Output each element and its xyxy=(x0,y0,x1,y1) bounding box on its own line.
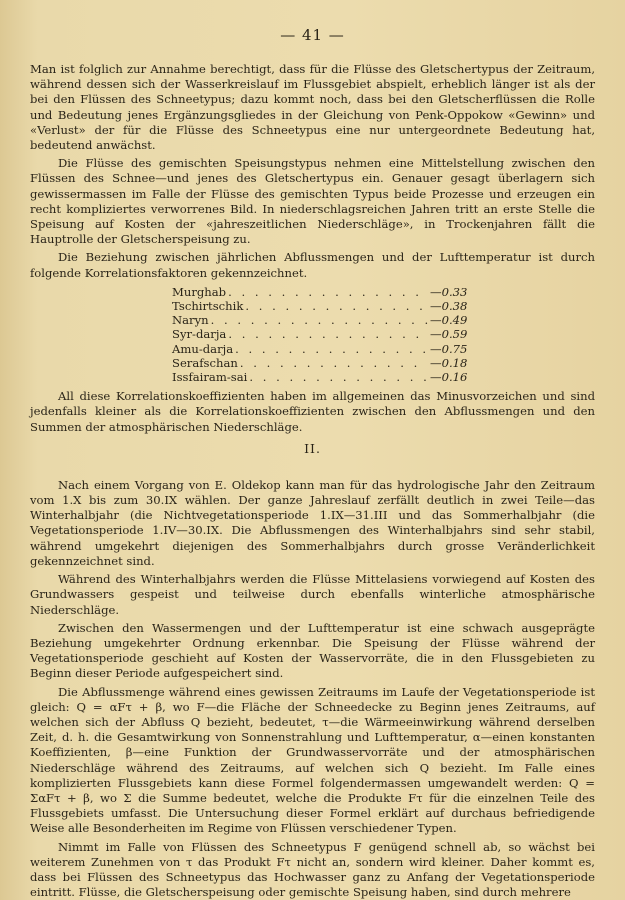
correlation-value: —0.38 xyxy=(430,299,468,314)
river-name: Syr-darja xyxy=(172,327,227,342)
paragraph: All diese Korrelationskoeffizienten haben im allgemeinen das Minusvorzeichen und sind jedenfalls kleiner als die Korrelationskoeffizienten zwischen den Abflussmengen und den Summen der atmosphärischen Niederschläge. xyxy=(30,389,595,434)
leader-dots xyxy=(228,327,428,341)
section-heading: II. xyxy=(304,440,321,456)
leader-dots xyxy=(228,285,428,299)
paragraph: Die Flüsse des gemischten Speisungstypus nehmen eine Mittelstellung zwischen den Flüssen des Schnee—und jenes des Gletschertypus ein. Genauer gesagt überlagern sich gewissermassen im Falle der Flüsse des gemischten Typus beide Prozesse und erzeugen ein recht kompliziertes verworrenes Bild. In niederschlagsreichen Jahren tritt an erste Stelle die Speisung auf Kosten der «jahreszeitlichen Niederschläge», in Trockenjahren fällt die Hauptrolle der Gletscherspeisung zu. xyxy=(30,156,595,247)
correlation-value: —0.16 xyxy=(430,370,468,385)
correlation-table xyxy=(172,285,472,384)
paragraph: Die Beziehung zwischen jährlichen Abflussmengen und der Lufttemperatur ist durch folgende Korrelationsfaktoren gekennzeichnet. xyxy=(30,250,595,280)
river-name: Serafschan xyxy=(172,355,238,370)
paragraph: Zwischen den Wassermengen und der Lufttemperatur ist eine schwach ausgeprägte Beziehung umgekehrter Ordnung erkennbar. Die Speisung der Flüsse während der Vegetationsperiode geschieht auf Kosten der Wasservorräte, die in den Flussgebieten zu Beginn dieser Periode aufgespeichert sind. xyxy=(30,620,595,681)
correlation-value: —0.33 xyxy=(430,284,468,299)
table-row xyxy=(172,299,472,313)
table-row xyxy=(172,356,472,370)
paragraph: Nach einem Vorgang von E. Oldekop kann man für das hydrologische Jahr den Zeitraum vom 1.X bis zum 30.IX wählen. Der ganze Jahreslauf zerfällt deutlich in zwei Teile—das Winterhalbjahr (die Nichtvegetationsperiode 1.IX—31.III und das Sommerhalbjahr (die Vegetationsperiode 1.IV—30.IX. Die Abflussmengen des Winterhalbjahrs sind sehr stabil, während umgekehrt diejenigen des Sommerhalbjahrs durch grosse Veränderlichkeit gekennzeichnet sind. xyxy=(30,477,595,568)
leader-dots xyxy=(249,370,428,384)
river-name: Issfairam-sai xyxy=(172,370,248,385)
table-row xyxy=(172,342,472,356)
correlation-value: —0.18 xyxy=(430,355,468,370)
page-number: — 41 — xyxy=(280,26,345,44)
paragraph: Während des Winterhalbjahrs werden die Flüsse Mittelasiens vorwiegend auf Kosten des Grundwassers gespeist und teilweise durch ebenfalls winterliche atmosphärische Niederschläge. xyxy=(30,572,595,617)
table-row xyxy=(172,327,472,341)
leader-dots xyxy=(211,313,428,327)
leader-dots xyxy=(245,299,428,313)
table-row xyxy=(172,285,472,299)
table-row xyxy=(172,370,472,384)
paragraph: Man ist folglich zur Annahme berechtigt, dass für die Flüsse des Gletschertypus der Zeitraum, während dessen sich der Wasserkreislauf im Flussgebiet abspielt, erheblich länger ist als der bei den Flüssen des Schneetypus; dazu kommt noch, dass bei den Gletscherflüssen die Rolle und Bedeutung jenes Ergänzungsgliedes in der Gleichung von Penk-Oppokow «Gewinn» und «Verlust» der für die Flüsse des Schneetypus eine nur untergeordnete Bedeutung hat, bedeutend anwächst. xyxy=(30,62,595,153)
correlation-value: —0.49 xyxy=(430,313,468,328)
paragraph: Nimmt im Falle von Flüssen des Schneetypus F genügend schnell ab, so wächst bei weiterem Zunehmen von τ das Produkt Fτ nicht an, sondern wird kleiner. Daher kommt es, dass bei Flüssen des Schneetypus das Hochwasser ganz zu Anfang der Vegetationsperiode eintritt. Flüsse, die Gletscherspeisung oder gemischte Speisung haben, sind durch mehrere xyxy=(30,839,595,900)
river-name: Tschirtschik xyxy=(172,299,244,314)
river-name: Murghab xyxy=(172,284,227,299)
leader-dots xyxy=(235,342,428,356)
river-name: Naryn xyxy=(172,313,209,328)
paragraph: Die Abflussmenge während eines gewissen Zeitraums im Laufe der Vegetationsperiode ist gleich: Q = αFτ + β, wo F—die Fläche der Schneedecke zu Beginn jenes Zeitraums, auf welchen sich der Abfluss Q bezieht, bedeutet, τ—die Wärmeeinwirkung während derselben Zeit, d. h. die Gesamtwirkung von Sonnenstrahlung und Lufttemperatur, α—einen konstanten Koeffizienten, β—eine Funktion der Grundwasservorräte und der atmosphärischen Niederschläge während des Zeitraums, auf welchen sich Q bezieht. Im Falle eines komplizierten Flussgebiets kann diese Formel folgendermassen umgewandelt werden: Q = ΣαFτ + β, wo Σ die Summe bedeutet, welche die Produkte Fτ für die einzelnen Teile des Flussgebiets umfasst. Die Untersuchung dieser Formel erklärt auf durchaus befriedigende Weise alle Besonderheiten im Regime von Flüssen verschiedener Typen. xyxy=(30,684,595,836)
correlation-value: —0.59 xyxy=(430,327,468,342)
leader-dots xyxy=(240,356,428,370)
river-name: Amu-darja xyxy=(172,341,234,356)
table-row xyxy=(172,313,472,327)
correlation-value: —0.75 xyxy=(430,341,468,356)
